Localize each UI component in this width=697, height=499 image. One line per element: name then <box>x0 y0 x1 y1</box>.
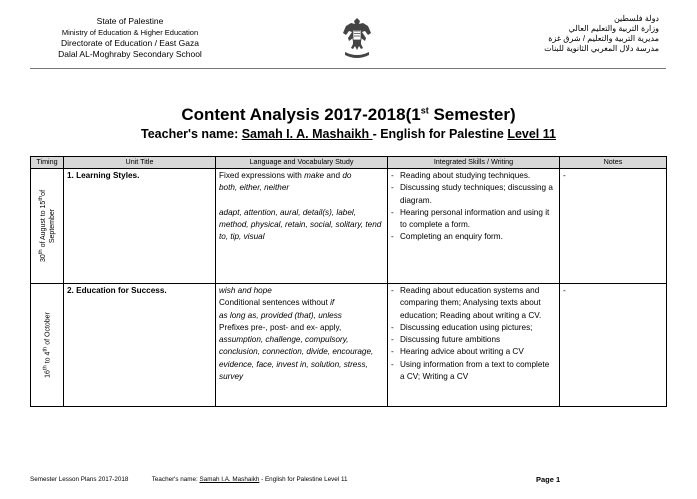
timing-text: 16th to 4th of October <box>42 312 52 378</box>
footer-teacher-name: Samah I.A. Mashaikh <box>199 476 260 483</box>
skills-cell <box>388 169 560 284</box>
language-cell: Fixed expressions with make and do both, either, neither adapt, attention, aural, detail(s), label, method, physical, retain, social, solitary, tend to, tip, visual <box>216 169 388 284</box>
teacher-label: Teacher's name: <box>141 127 242 141</box>
header-right-arabic <box>459 14 659 54</box>
list-item: - Discussing study techniques; discussing a diagram. <box>391 182 556 207</box>
footer-teacher-label: Teacher's name: <box>151 476 200 483</box>
document-title <box>0 105 697 125</box>
list-item: - Using information from a text to complete a CV; Writing a CV <box>391 359 556 384</box>
header-notes: Notes <box>560 157 667 169</box>
header-timing: Timing <box>31 157 64 169</box>
header-ar-ministry: وزارة التربية والتعليم العالي <box>568 24 659 33</box>
language-cell: wish and hope Conditional sentences without if as long as, provided (that), unless Prefixes pre-, post- and ex- apply, assumption, challenge, compulsory, conclusion, connection, divide, encourage, evidence, face, invest in, solution, stress, survey <box>216 284 388 407</box>
unit-title: 2. Education for Success. <box>64 284 216 407</box>
header-ar-school: مدرسة دلال المغربي الثانوية للبنات <box>544 44 659 53</box>
header-ministry: Ministry of Education & Higher Education <box>61 28 199 37</box>
header-ar-directorate: مديرية التربية والتعليم / شرق غزة <box>548 34 659 43</box>
title-end: Semester) <box>428 105 516 124</box>
content-analysis-table <box>30 156 667 407</box>
list-item: - Completing an enquiry form. <box>391 231 556 243</box>
header-language: Language and Vocabulary Study <box>216 157 388 169</box>
footer <box>30 476 666 483</box>
timing-text: 30th of August to 15thof September <box>37 189 57 263</box>
header-divider <box>30 68 666 69</box>
header-unit-title: Unit Title <box>64 157 216 169</box>
list-item: - Discussing future ambitions <box>391 334 556 346</box>
notes-cell: - <box>560 284 667 407</box>
header-skills: Integrated Skills / Writing <box>388 157 560 169</box>
vocabulary-list: assumption, challenge, compulsory, conclusion, connection, divide, encourage, evidence, face, invest in, solution, stress, survey <box>219 335 374 382</box>
course-name: - English for Palestine <box>372 127 508 141</box>
footer-left: Semester Lesson Plans 2017-2018 <box>30 476 129 483</box>
title-sup: st <box>420 105 429 116</box>
header-school: Dalal AL-Moghraby Secondary School <box>58 49 202 59</box>
header-state: State of Palestine <box>96 16 164 26</box>
list-item: - Hearing personal information and using it to complete a form. <box>391 207 556 232</box>
list-item: - Reading about education systems and comparing them; Analysing texts about education; Reading about writing a CV. <box>391 285 556 322</box>
footer-course: - English for Palestine Level 11 <box>259 476 348 483</box>
table-row <box>31 284 667 407</box>
unit-title: 1. Learning Styles. <box>64 169 216 284</box>
list-item: - Reading about studying techniques. <box>391 170 556 182</box>
table-row <box>31 169 667 284</box>
header-left <box>30 16 230 60</box>
skills-cell <box>388 284 560 407</box>
course-level: Level 11 <box>507 127 556 141</box>
palestine-eagle-emblem-icon <box>340 14 374 62</box>
title-text: Content Analysis 2017-2018(1 <box>181 105 421 124</box>
header-directorate: Directorate of Education / East Gaza <box>61 38 199 48</box>
table-header-row <box>31 157 667 169</box>
document-subtitle <box>0 127 697 141</box>
timing-cell <box>31 169 64 284</box>
teacher-name: Samah I. A. Mashaikh <box>241 127 373 141</box>
header-ar-state: دولة فلسطين <box>613 14 659 23</box>
page-number: Page 1 <box>536 475 561 484</box>
vocabulary-list: adapt, attention, aural, detail(s), label, method, physical, retain, social, solitary, tend to, tip, visual <box>219 207 382 242</box>
list-item: - Hearing advice about writing a CV <box>391 346 556 358</box>
notes-cell: - <box>560 169 667 284</box>
list-item: - Discussing education using pictures; <box>391 322 556 334</box>
timing-cell <box>31 284 64 407</box>
